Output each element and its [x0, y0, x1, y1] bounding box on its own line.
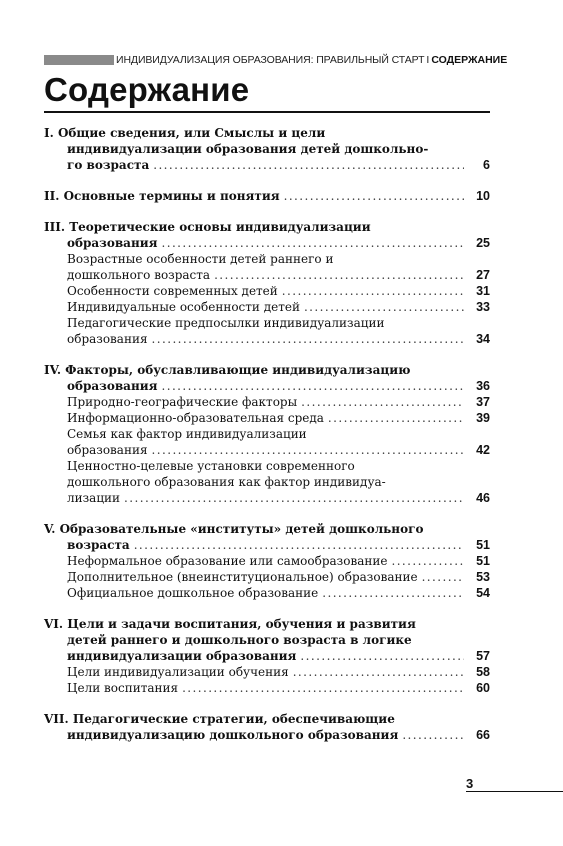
- dot-leader: [284, 188, 464, 204]
- toc-subentry-line: Семья как фактор индивидуализации: [67, 427, 307, 441]
- toc-heading-line: индивидуализации образования детей дошкольно-: [67, 142, 429, 156]
- toc-subentry[interactable]: [44, 569, 490, 585]
- toc-entry-text: лизации: [67, 491, 121, 505]
- toc-subentry[interactable]: [44, 664, 490, 680]
- running-header-title: ИНДИВИДУАЛИЗАЦИЯ ОБРАЗОВАНИЯ: ПРАВИЛЬНЫЙ СТАРТ: [116, 54, 425, 66]
- toc-entry[interactable]: [44, 727, 490, 743]
- toc-page-number: 25: [476, 236, 490, 250]
- dot-leader: [391, 553, 464, 569]
- toc-entry[interactable]: [44, 378, 490, 394]
- toc-subentry[interactable]: [44, 585, 490, 601]
- dot-leader: [162, 378, 465, 394]
- toc-entry-text: Особенности современных детей: [67, 284, 278, 298]
- toc-heading-line: VII. Педагогические стратегии, обеспечивающие: [44, 712, 395, 726]
- toc-entry-text: образования: [67, 379, 158, 393]
- toc-page-number: 27: [476, 268, 490, 282]
- page-title: Содержание: [44, 71, 250, 108]
- toc-section-4: [44, 362, 490, 506]
- page-number: 3: [466, 776, 474, 791]
- dot-leader: [402, 727, 464, 743]
- toc-page-number: 37: [476, 395, 490, 409]
- toc-entry[interactable]: [44, 235, 490, 251]
- toc-section-5: [44, 521, 490, 601]
- dot-leader: [293, 664, 464, 680]
- toc-page-number: 54: [476, 586, 490, 600]
- toc-section-7: [44, 711, 490, 743]
- toc-entry-text: индивидуализации образования: [67, 649, 297, 663]
- toc-entry-text: образования: [67, 332, 148, 346]
- toc-page-number: 66: [476, 728, 490, 742]
- dot-leader: [304, 299, 464, 315]
- dot-leader: [300, 648, 464, 664]
- toc-subentry[interactable]: [44, 267, 490, 283]
- dot-leader: [153, 157, 464, 173]
- toc-heading-line: III. Теоретические основы индивидуализации: [44, 220, 371, 234]
- toc-page-number: 34: [476, 332, 490, 346]
- toc-subentry[interactable]: [44, 283, 490, 299]
- toc-page-number: 51: [476, 554, 490, 568]
- dot-leader: [124, 490, 464, 506]
- toc-page-number: 31: [476, 284, 490, 298]
- toc-page-number: 57: [476, 649, 490, 663]
- toc-entry-text: го возраста: [67, 158, 150, 172]
- toc-page-number: 33: [476, 300, 490, 314]
- toc-entry[interactable]: [44, 537, 490, 553]
- toc-entry-text: II. Основные термины и понятия: [44, 189, 280, 203]
- toc-page-number: 46: [476, 491, 490, 505]
- toc-subentry-line: Ценностно-целевые установки современного: [67, 459, 355, 473]
- toc-entry-text: Неформальное образование или самообразование: [67, 554, 388, 568]
- dot-leader: [214, 267, 464, 283]
- footer-rule: [466, 791, 563, 792]
- toc-entry-text: дошкольного возраста: [67, 268, 211, 282]
- running-header-section: СОДЕРЖАНИЕ: [431, 54, 508, 66]
- toc-page-number: 51: [476, 538, 490, 552]
- toc-subentry[interactable]: [44, 410, 490, 426]
- toc-entry[interactable]: [44, 648, 490, 664]
- toc-subentry-line: Возрастные особенности детей раннего и: [67, 252, 334, 266]
- dot-leader: [328, 410, 464, 426]
- toc-subentry[interactable]: [44, 490, 490, 506]
- toc-subentry[interactable]: [44, 553, 490, 569]
- toc-subentry[interactable]: [44, 680, 490, 696]
- toc-page-number: 42: [476, 443, 490, 457]
- toc-heading-line: VI. Цели и задачи воспитания, обучения и развития: [44, 617, 416, 631]
- dot-leader: [322, 585, 464, 601]
- toc-subentry[interactable]: [44, 299, 490, 315]
- toc-entry-text: Индивидуальные особенности детей: [67, 300, 300, 314]
- toc-page-number: 6: [483, 158, 490, 172]
- toc-entry-text: Цели индивидуализации обучения: [67, 665, 289, 679]
- toc-subentry-line: Педагогические предпосылки индивидуализации: [67, 316, 385, 330]
- toc-entry-text: возраста: [67, 538, 130, 552]
- dot-leader: [301, 394, 464, 410]
- toc-entry[interactable]: [44, 188, 490, 204]
- toc-entry-text: образования: [67, 236, 158, 250]
- toc-entry-text: индивидуализацию дошкольного образования: [67, 728, 399, 742]
- dot-leader: [282, 283, 464, 299]
- toc-page-number: 10: [476, 189, 490, 203]
- dot-leader: [162, 235, 465, 251]
- toc-section-2: [44, 188, 490, 204]
- title-rule: [44, 111, 490, 113]
- toc-entry[interactable]: [44, 157, 490, 173]
- dot-leader: [422, 569, 464, 585]
- toc-subentry[interactable]: [44, 442, 490, 458]
- toc-section-1: [44, 125, 490, 173]
- toc-entry-text: Природно-географические факторы: [67, 395, 298, 409]
- toc-heading-line: I. Общие сведения, или Смыслы и цели: [44, 126, 326, 140]
- toc-entry-text: Дополнительное (внеинституциональное) образование: [67, 570, 418, 584]
- toc-heading-line: детей раннего и дошкольного возраста в логике: [67, 633, 412, 647]
- header-gray-bar: [44, 55, 114, 65]
- toc-page-number: 53: [476, 570, 490, 584]
- toc-heading-line: IV. Факторы, обуславливающие индивидуализацию: [44, 363, 411, 377]
- dot-leader: [152, 442, 464, 458]
- toc-entry-text: Официальное дошкольное образование: [67, 586, 319, 600]
- toc-subentry[interactable]: [44, 394, 490, 410]
- dot-leader: [152, 331, 464, 347]
- dot-leader: [182, 680, 464, 696]
- toc-section-3: [44, 219, 490, 347]
- toc-page-number: 39: [476, 411, 490, 425]
- toc-page-number: 58: [476, 665, 490, 679]
- toc-entry-text: Цели воспитания: [67, 681, 179, 695]
- table-of-contents: [44, 125, 490, 743]
- toc-entry-text: образования: [67, 443, 148, 457]
- toc-heading-line: V. Образовательные «институты» детей дошкольного: [44, 522, 424, 536]
- toc-subentry[interactable]: [44, 331, 490, 347]
- toc-page-number: 60: [476, 681, 490, 695]
- running-header-separator: I: [426, 54, 430, 66]
- dot-leader: [134, 537, 464, 553]
- toc-subentry-line: дошкольного образования как фактор индивидуа-: [67, 475, 386, 489]
- running-header: [44, 54, 508, 66]
- toc-page-number: 36: [476, 379, 490, 393]
- toc-section-6: [44, 616, 490, 696]
- toc-entry-text: Информационно-образовательная среда: [67, 411, 324, 425]
